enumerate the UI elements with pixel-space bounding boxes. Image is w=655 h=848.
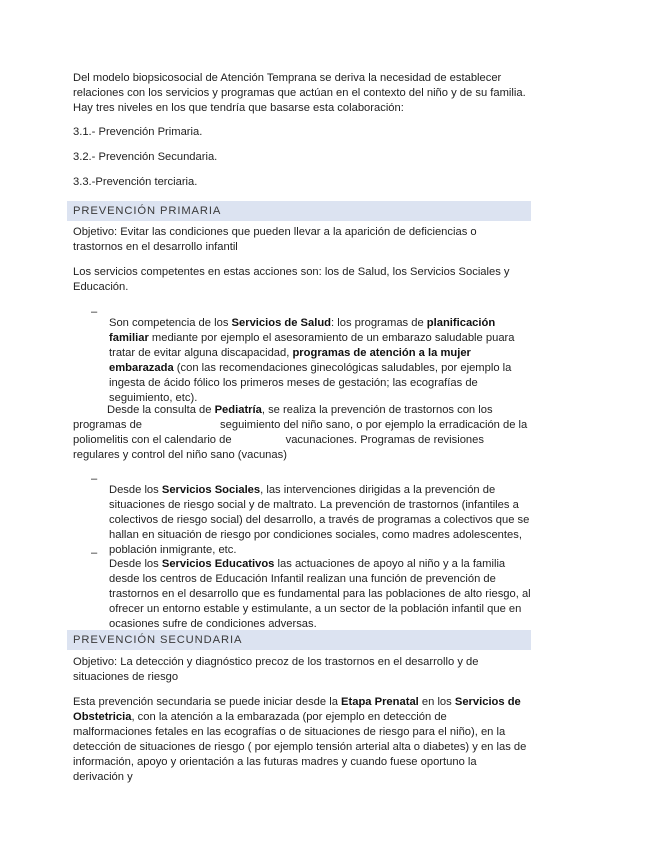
secundaria-objetivo: Objetivo: La detección y diagnóstico precoz de los trastornos en el desarrollo y de situaciones de riesgo (73, 656, 479, 683)
intro-text: Del modelo biopsicosocial de Atención Temprana se deriva la necesidad de establecer relaciones con los servicios y programas que actúan en el contexto del niño y de su familia. Hay tres niveles en los que tendría que basarse esta colaboración: (73, 72, 526, 114)
bullet-marker: – (91, 306, 98, 318)
bullet-marker: – (91, 473, 98, 485)
primaria-objetivo: Objetivo: Evitar las condiciones que pueden llevar a la aparición de deficiencias o trastornos en el desarrollo infantil (73, 226, 477, 253)
level-primaria: 3.1.- Prevención Primaria. (73, 126, 203, 138)
pediatria-paragraph: Desde la consulta de Pediatría, se realiza la prevención de trastornos con los programas de seguimiento del niño sano, o por ejemplo la erradicación de la poliomelitis con el calendario de vacunaciones. Programas de revisiones regulares y control del niño sano (vacunas) (73, 404, 528, 461)
section-heading-secundaria: PREVENCIÓN SECUNDARIA (67, 630, 531, 650)
level-secundaria: 3.2.- Prevención Secundaria. (73, 151, 218, 163)
primaria-servicios: Los servicios competentes en estas acciones son: los de Salud, los Servicios Sociales y Educación. (73, 266, 510, 293)
bullet-servicios-educativos: Desde los Servicios Educativos las actuaciones de apoyo al niño y a la familia desde los centros de Educación Infantil realizan una función de prevención de trastornos en el desarrollo que es fundamental para las poblaciones de alto riesgo, al ofrecer un entorno estable y estimulante, a un sector de la población infantil que en ocasiones sufre de condiciones adversas. (109, 558, 531, 630)
level-terciaria: 3.3.-Prevención terciaria. (73, 176, 198, 188)
section-heading-primaria: PREVENCIÓN PRIMARIA (67, 201, 531, 221)
bullet-marker: – (91, 547, 98, 559)
secundaria-paragraph: Esta prevención secundaria se puede iniciar desde la Etapa Prenatal en los Servicios de Obstetricia, con la atención a la embarazada (por ejemplo en detección de malformaciones fetales en las ecografías o de situaciones de riesgo para el niño), en la detección de situaciones de riesgo ( por ejemplo tensión arterial alta o diabetes) y en las de información, apoyo y orientación a las futuras madres y cuando fuese oportuno la derivación y (73, 696, 527, 783)
intro-paragraph (73, 71, 528, 116)
bullet-servicios-sociales: Desde los Servicios Sociales, las intervenciones dirigidas a la prevención de situaciones de riesgo social y de maltrato. La prevención de trastornos (infantiles a colectivos de riesgo social) del desarrollo, a través de programas a colectivos que se hallan en situación de riesgo por condiciones sociales, como madres adolescentes, población inmigrante, etc. (109, 484, 530, 556)
bullet-servicios-salud: Son competencia de los Servicios de Salud: los programas de planificación familiar mediante por ejemplo el asesoramiento de un embarazo saludable puara tratar de evitar alguna discapacidad, programas de atención a la mujer embarazada (con las recomendaciones ginecológicas saludables, por ejemplo la ingesta de ácido fólico los primeros meses de gestación; las ecografías de seguimiento, etc). (109, 317, 515, 404)
